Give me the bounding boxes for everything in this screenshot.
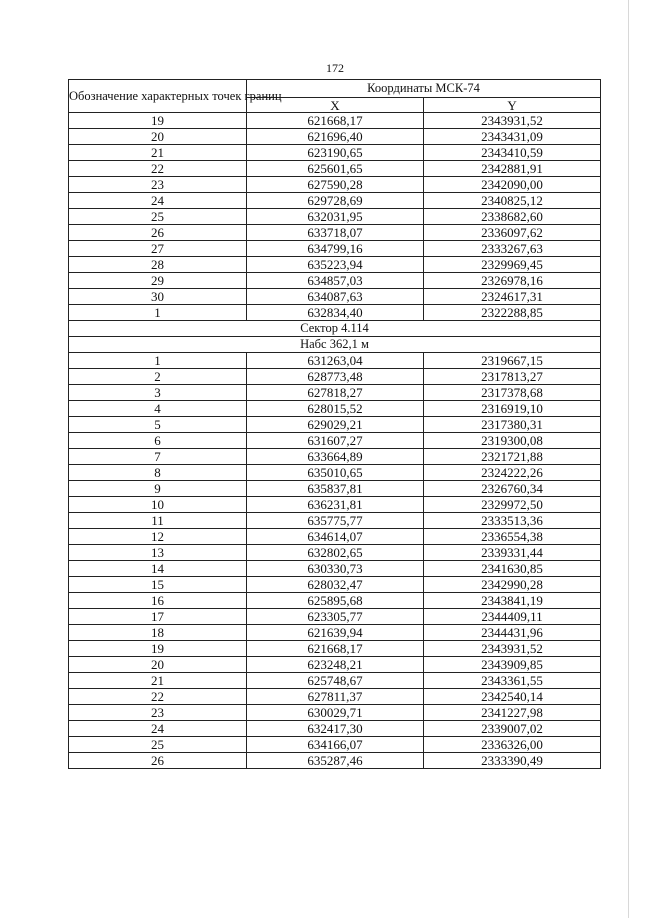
y-coordinate-cell: 2342990,28 bbox=[424, 577, 601, 593]
point-number-cell: 28 bbox=[69, 257, 247, 273]
y-coordinate-cell: 2341227,98 bbox=[424, 705, 601, 721]
y-coordinate-cell: 2343841,19 bbox=[424, 593, 601, 609]
x-coordinate-cell: 632417,30 bbox=[247, 721, 424, 737]
y-coordinate-cell: 2343361,55 bbox=[424, 673, 601, 689]
y-coordinate-cell: 2343909,85 bbox=[424, 657, 601, 673]
point-number-cell: 9 bbox=[69, 481, 247, 497]
y-coordinate-cell: 2317378,68 bbox=[424, 385, 601, 401]
y-coordinate-cell: 2339007,02 bbox=[424, 721, 601, 737]
point-number-cell: 20 bbox=[69, 657, 247, 673]
x-coordinate-cell: 634857,03 bbox=[247, 273, 424, 289]
table-row bbox=[69, 209, 601, 225]
point-number-cell: 10 bbox=[69, 497, 247, 513]
point-number-cell: 2 bbox=[69, 369, 247, 385]
table-row bbox=[69, 241, 601, 257]
x-coordinate-cell: 623190,65 bbox=[247, 145, 424, 161]
y-coordinate-cell: 2343931,52 bbox=[424, 641, 601, 657]
x-coordinate-cell: 633718,07 bbox=[247, 225, 424, 241]
y-coordinate-cell: 2329972,50 bbox=[424, 497, 601, 513]
y-coordinate-cell: 2333267,63 bbox=[424, 241, 601, 257]
y-coordinate-cell: 2333513,36 bbox=[424, 513, 601, 529]
x-coordinate-cell: 621639,94 bbox=[247, 625, 424, 641]
page-number: 172 bbox=[326, 61, 344, 75]
point-number-cell: 6 bbox=[69, 433, 247, 449]
table-row bbox=[69, 273, 601, 289]
y-coordinate-cell: 2317813,27 bbox=[424, 369, 601, 385]
table-row bbox=[69, 481, 601, 497]
point-number-cell: 26 bbox=[69, 225, 247, 241]
coordinate-system-header: Координаты МСК-74 bbox=[247, 80, 601, 98]
point-number-cell: 16 bbox=[69, 593, 247, 609]
x-coordinate-cell: 632802,65 bbox=[247, 545, 424, 561]
scan-edge-line bbox=[628, 0, 629, 918]
table-body-first bbox=[69, 113, 601, 321]
y-coordinate-cell: 2338682,60 bbox=[424, 209, 601, 225]
table-row bbox=[69, 417, 601, 433]
table-row bbox=[69, 705, 601, 721]
table-row bbox=[69, 737, 601, 753]
point-number-cell: 4 bbox=[69, 401, 247, 417]
coordinates-table bbox=[68, 79, 601, 769]
table-row bbox=[69, 193, 601, 209]
table-row bbox=[69, 593, 601, 609]
y-coordinate-cell: 2333390,49 bbox=[424, 753, 601, 769]
x-coordinate-cell: 623248,21 bbox=[247, 657, 424, 673]
point-number-cell: 15 bbox=[69, 577, 247, 593]
table-row bbox=[69, 529, 601, 545]
point-designation-header: Обозначение характерных точек границ bbox=[69, 80, 247, 113]
x-coordinate-cell: 634087,63 bbox=[247, 289, 424, 305]
table-row bbox=[69, 513, 601, 529]
table-row bbox=[69, 129, 601, 145]
y-coordinate-cell: 2336554,38 bbox=[424, 529, 601, 545]
point-number-cell: 13 bbox=[69, 545, 247, 561]
y-column-header: Y bbox=[424, 98, 601, 113]
point-number-cell: 21 bbox=[69, 673, 247, 689]
y-coordinate-cell: 2316919,10 bbox=[424, 401, 601, 417]
y-coordinate-cell: 2324617,31 bbox=[424, 289, 601, 305]
x-coordinate-cell: 629029,21 bbox=[247, 417, 424, 433]
x-coordinate-cell: 634166,07 bbox=[247, 737, 424, 753]
y-coordinate-cell: 2329969,45 bbox=[424, 257, 601, 273]
x-coordinate-cell: 627811,37 bbox=[247, 689, 424, 705]
x-coordinate-cell: 634614,07 bbox=[247, 529, 424, 545]
table-row bbox=[69, 225, 601, 241]
x-coordinate-cell: 625895,68 bbox=[247, 593, 424, 609]
y-coordinate-cell: 2326760,34 bbox=[424, 481, 601, 497]
point-number-cell: 5 bbox=[69, 417, 247, 433]
y-coordinate-cell: 2319667,15 bbox=[424, 353, 601, 369]
x-coordinate-cell: 623305,77 bbox=[247, 609, 424, 625]
point-number-cell: 24 bbox=[69, 721, 247, 737]
x-coordinate-cell: 629728,69 bbox=[247, 193, 424, 209]
x-coordinate-cell: 635223,94 bbox=[247, 257, 424, 273]
y-coordinate-cell: 2321721,88 bbox=[424, 449, 601, 465]
y-coordinate-cell: 2340825,12 bbox=[424, 193, 601, 209]
x-coordinate-cell: 635010,65 bbox=[247, 465, 424, 481]
table-row bbox=[69, 561, 601, 577]
table-row bbox=[69, 465, 601, 481]
x-coordinate-cell: 632031,95 bbox=[247, 209, 424, 225]
x-coordinate-cell: 635287,46 bbox=[247, 753, 424, 769]
point-number-cell: 26 bbox=[69, 753, 247, 769]
x-coordinate-cell: 621696,40 bbox=[247, 129, 424, 145]
x-coordinate-cell: 636231,81 bbox=[247, 497, 424, 513]
table-row bbox=[69, 721, 601, 737]
point-number-cell: 24 bbox=[69, 193, 247, 209]
table-row bbox=[69, 177, 601, 193]
x-coordinate-cell: 630029,71 bbox=[247, 705, 424, 721]
point-number-cell: 30 bbox=[69, 289, 247, 305]
y-coordinate-cell: 2317380,31 bbox=[424, 417, 601, 433]
table-row bbox=[69, 305, 601, 321]
table-row bbox=[69, 545, 601, 561]
y-coordinate-cell: 2343931,52 bbox=[424, 113, 601, 129]
table-row bbox=[69, 753, 601, 769]
point-number-cell: 29 bbox=[69, 273, 247, 289]
table-row bbox=[69, 257, 601, 273]
point-number-cell: 19 bbox=[69, 113, 247, 129]
table-row bbox=[69, 689, 601, 705]
y-coordinate-cell: 2322288,85 bbox=[424, 305, 601, 321]
table-row bbox=[69, 289, 601, 305]
y-coordinate-cell: 2342090,00 bbox=[424, 177, 601, 193]
point-number-cell: 1 bbox=[69, 353, 247, 369]
point-number-cell: 18 bbox=[69, 625, 247, 641]
point-number-cell: 27 bbox=[69, 241, 247, 257]
point-number-cell: 20 bbox=[69, 129, 247, 145]
x-coordinate-cell: 632834,40 bbox=[247, 305, 424, 321]
x-coordinate-cell: 631263,04 bbox=[247, 353, 424, 369]
table-body-second bbox=[69, 353, 601, 769]
table-row bbox=[69, 161, 601, 177]
point-number-cell: 8 bbox=[69, 465, 247, 481]
point-number-cell: 21 bbox=[69, 145, 247, 161]
point-number-cell: 23 bbox=[69, 177, 247, 193]
sector-header bbox=[69, 321, 601, 353]
table-row bbox=[69, 433, 601, 449]
point-number-cell: 1 bbox=[69, 305, 247, 321]
x-coordinate-cell: 621668,17 bbox=[247, 113, 424, 129]
y-coordinate-cell: 2344409,11 bbox=[424, 609, 601, 625]
point-number-cell: 14 bbox=[69, 561, 247, 577]
y-coordinate-cell: 2324222,26 bbox=[424, 465, 601, 481]
x-coordinate-cell: 635775,77 bbox=[247, 513, 424, 529]
table-row bbox=[69, 449, 601, 465]
point-number-cell: 25 bbox=[69, 209, 247, 225]
x-coordinate-cell: 628015,52 bbox=[247, 401, 424, 417]
x-coordinate-cell: 634799,16 bbox=[247, 241, 424, 257]
table-row bbox=[69, 641, 601, 657]
point-number-cell: 23 bbox=[69, 705, 247, 721]
table-row bbox=[69, 577, 601, 593]
table-row bbox=[69, 657, 601, 673]
x-coordinate-cell: 627818,27 bbox=[247, 385, 424, 401]
point-number-cell: 25 bbox=[69, 737, 247, 753]
y-coordinate-cell: 2341630,85 bbox=[424, 561, 601, 577]
y-coordinate-cell: 2343410,59 bbox=[424, 145, 601, 161]
point-number-cell: 7 bbox=[69, 449, 247, 465]
y-coordinate-cell: 2342881,91 bbox=[424, 161, 601, 177]
table-row bbox=[69, 673, 601, 689]
y-coordinate-cell: 2342540,14 bbox=[424, 689, 601, 705]
x-coordinate-cell: 621668,17 bbox=[247, 641, 424, 657]
table-row bbox=[69, 353, 601, 369]
x-coordinate-cell: 628032,47 bbox=[247, 577, 424, 593]
table-row bbox=[69, 385, 601, 401]
y-coordinate-cell: 2326978,16 bbox=[424, 273, 601, 289]
y-coordinate-cell: 2344431,96 bbox=[424, 625, 601, 641]
x-column-header: X bbox=[247, 98, 424, 113]
point-number-cell: 11 bbox=[69, 513, 247, 529]
table-header bbox=[69, 80, 601, 113]
table-row bbox=[69, 369, 601, 385]
table-row bbox=[69, 113, 601, 129]
x-coordinate-cell: 625601,65 bbox=[247, 161, 424, 177]
y-coordinate-cell: 2343431,09 bbox=[424, 129, 601, 145]
x-coordinate-cell: 627590,28 bbox=[247, 177, 424, 193]
sector-height: Набс 362,1 м bbox=[69, 337, 601, 353]
point-number-cell: 19 bbox=[69, 641, 247, 657]
point-number-cell: 22 bbox=[69, 161, 247, 177]
table-row bbox=[69, 609, 601, 625]
y-coordinate-cell: 2336097,62 bbox=[424, 225, 601, 241]
point-number-cell: 22 bbox=[69, 689, 247, 705]
x-coordinate-cell: 633664,89 bbox=[247, 449, 424, 465]
table-row bbox=[69, 625, 601, 641]
point-number-cell: 17 bbox=[69, 609, 247, 625]
x-coordinate-cell: 630330,73 bbox=[247, 561, 424, 577]
point-number-cell: 3 bbox=[69, 385, 247, 401]
table-row bbox=[69, 401, 601, 417]
sector-title: Сектор 4.114 bbox=[69, 321, 601, 337]
x-coordinate-cell: 635837,81 bbox=[247, 481, 424, 497]
y-coordinate-cell: 2339331,44 bbox=[424, 545, 601, 561]
table-row bbox=[69, 497, 601, 513]
x-coordinate-cell: 625748,67 bbox=[247, 673, 424, 689]
y-coordinate-cell: 2336326,00 bbox=[424, 737, 601, 753]
x-coordinate-cell: 631607,27 bbox=[247, 433, 424, 449]
y-coordinate-cell: 2319300,08 bbox=[424, 433, 601, 449]
x-coordinate-cell: 628773,48 bbox=[247, 369, 424, 385]
table-row bbox=[69, 145, 601, 161]
point-number-cell: 12 bbox=[69, 529, 247, 545]
